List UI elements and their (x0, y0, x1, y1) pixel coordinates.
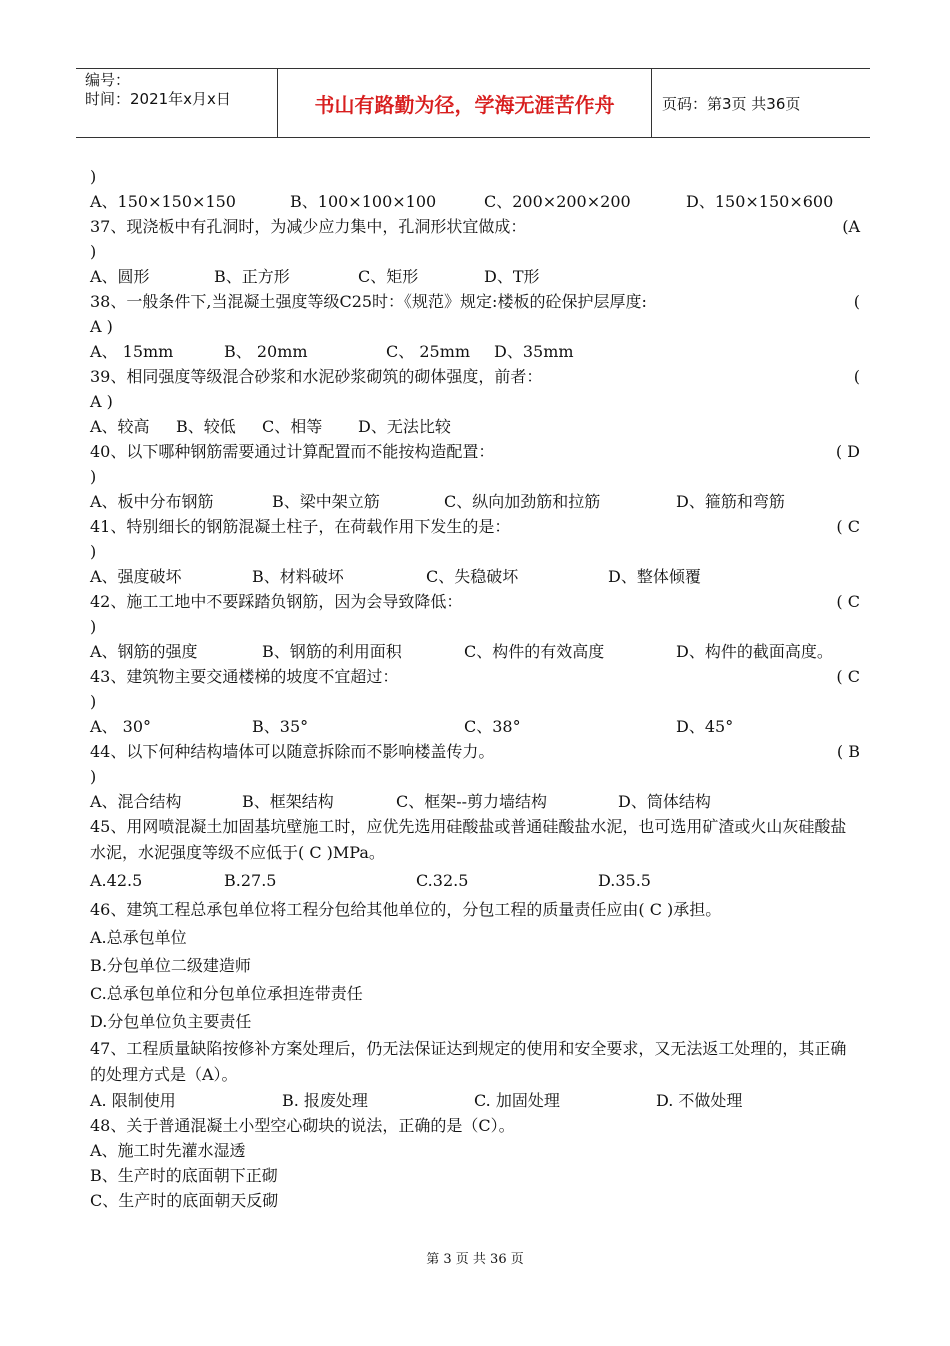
answer-close: A ) (90, 392, 113, 411)
option-a: A、较高 (90, 417, 150, 436)
option-a: A.42.5 (90, 871, 143, 890)
option-a: A. 限制使用 (90, 1091, 176, 1110)
question-44 (90, 739, 860, 764)
question-40 (90, 439, 860, 464)
option-a: A、板中分布钢筋 (90, 492, 214, 511)
option-d: D、150×150×600 (686, 192, 834, 211)
header-page-info: 页码：第3页 共36页 (662, 94, 801, 113)
option-b: B、框架结构 (242, 792, 334, 811)
options-row-q45 (90, 866, 860, 896)
options-row-q37 (90, 264, 860, 289)
question-text: 39、相同强度等级混合砂浆和水泥砂浆砌筑的砌体强度，前者： (90, 367, 543, 386)
option-d: D、35mm (494, 342, 574, 361)
answer-close: A ) (90, 317, 113, 336)
option-c: C、矩形 (358, 267, 419, 286)
question-38 (90, 289, 860, 314)
question-41 (90, 514, 860, 539)
question-47: 47、工程质量缺陷按修补方案处理后，仍无法保证达到规定的使用和安全要求，又无法返工处理的，其正确的处理方式是（A）。 (90, 1039, 847, 1084)
options-row-q38 (90, 339, 860, 364)
question-text: 42、施工工地中不要踩踏负钢筋，因为会导致降低： (90, 592, 463, 611)
option-d: D.分包单位负主要责任 (90, 1012, 252, 1031)
option-c: C.32.5 (416, 871, 469, 890)
options-row-q40 (90, 489, 860, 514)
option-d: D、整体倾覆 (608, 567, 701, 586)
option-b: B.27.5 (224, 871, 277, 890)
option-c: C.总承包单位和分包单位承担连带责任 (90, 984, 363, 1003)
option-d: D、无法比较 (358, 417, 451, 436)
option-a: A、 30° (90, 717, 152, 736)
option-b: B、钢筋的利用面积 (262, 642, 402, 661)
question-43 (90, 664, 860, 689)
option-a: A、钢筋的强度 (90, 642, 198, 661)
page-footer: 第 3 页 共 36 页 (426, 1252, 524, 1267)
question-text: 43、建筑物主要交通楼梯的坡度不宜超过： (90, 667, 399, 686)
question-37 (90, 214, 860, 239)
answer-marker: ( B (836, 742, 860, 761)
option-b: B、正方形 (214, 267, 290, 286)
question-39 (90, 364, 860, 389)
options-row-q43 (90, 714, 860, 739)
option-a: A、150×150×150 (90, 192, 236, 211)
option-d: D、筒体结构 (618, 792, 711, 811)
answer-marker: (A (842, 217, 860, 236)
header-info-cell (76, 69, 278, 137)
answer-marker: ( C (836, 517, 860, 536)
option-c: C、 25mm (386, 342, 471, 361)
options-row-q47 (90, 1088, 860, 1113)
option-b: B、35° (252, 717, 309, 736)
page-header (76, 68, 870, 138)
option-c: C、失稳破坏 (426, 567, 519, 586)
option-a: A、 15mm (90, 342, 174, 361)
code-label: 编号： (85, 71, 131, 89)
option-b: B、100×100×100 (290, 192, 437, 211)
options-row-q41 (90, 564, 860, 589)
answer-marker: ( (853, 292, 860, 311)
options-row-q44 (90, 789, 860, 814)
option-c: C. 加固处理 (474, 1091, 560, 1110)
question-48: 48、关于普通混凝土小型空心砌块的说法，正确的是（C）。 (90, 1116, 515, 1135)
option-d: D、T形 (484, 267, 540, 286)
option-b: B、生产时的底面朝下正砌 (90, 1166, 278, 1185)
option-d: D、45° (676, 717, 734, 736)
answer-close: ) (90, 542, 97, 561)
question-42 (90, 589, 860, 614)
option-b: B.分包单位二级建造师 (90, 956, 251, 975)
answer-marker: ( D (835, 442, 860, 461)
question-text: 37、现浇板中有孔洞时，为减少应力集中，孔洞形状宜做成： (90, 217, 527, 236)
option-a: A、强度破坏 (90, 567, 182, 586)
option-a: A.总承包单位 (90, 928, 187, 947)
option-c: C、38° (464, 717, 521, 736)
option-c: C、纵向加劲筋和拉筋 (444, 492, 601, 511)
answer-close: ) (90, 692, 97, 711)
options-row-q39 (90, 414, 860, 439)
option-b: B、 20mm (224, 342, 308, 361)
option-c: C、框架--剪力墙结构 (396, 792, 548, 811)
answer-close: ) (90, 467, 97, 486)
question-text: 40、以下哪种钢筋需要通过计算配置而不能按构造配置： (90, 442, 495, 461)
question-text: 41、特别细长的钢筋混凝土柱子，在荷载作用下发生的是： (90, 517, 511, 536)
option-b: B、梁中架立筋 (272, 492, 380, 511)
option-b: B、材料破坏 (252, 567, 344, 586)
answer-close: ) (90, 242, 97, 261)
option-d: D.35.5 (598, 871, 651, 890)
document-body (90, 164, 860, 1213)
option-b: B、较低 (176, 417, 236, 436)
option-c: C、生产时的底面朝天反砌 (90, 1191, 279, 1210)
option-c: C、200×200×200 (484, 192, 631, 211)
answer-marker: ( C (836, 592, 860, 611)
option-b: B. 报废处理 (282, 1091, 368, 1110)
question-text: 44、以下何种结构墙体可以随意拆除而不影响楼盖传力。 (90, 742, 495, 761)
header-motto: 书山有路勤为径，学海无涯苦作舟 (278, 69, 652, 137)
option-c: C、构件的有效高度 (464, 642, 605, 661)
time-label: 时间：2021年x月x日 (85, 90, 231, 108)
options-row-q42 (90, 639, 860, 664)
question-text: 38、一般条件下,当混凝土强度等级C25时：《规范》规定:楼板的砼保护层厚度: (90, 292, 647, 311)
option-a: A、圆形 (90, 267, 150, 286)
options-row-q36 (90, 189, 860, 214)
option-d: D、箍筋和弯筋 (676, 492, 785, 511)
option-d: D、构件的截面高度。 (676, 642, 833, 661)
answer-close: ) (90, 617, 97, 636)
question-46: 46、建筑工程总承包单位将工程分包给其他单位的，分包工程的质量责任应由( C )承担。 (90, 900, 722, 919)
answer-marker: ( C (836, 667, 860, 686)
question-45: 45、用网喷混凝土加固基坑壁施工时，应优先选用硅酸盐或普通硅酸盐水泥，也可选用矿渣或火山灰硅酸盐水泥，水泥强度等级不应低于( C )MPa。 (90, 817, 847, 862)
option-a: A、施工时先灌水湿透 (90, 1141, 246, 1160)
option-d: D. 不做处理 (656, 1091, 743, 1110)
answer-close: ) (90, 767, 97, 786)
option-a: A、混合结构 (90, 792, 182, 811)
question-continuation: ) (90, 167, 97, 186)
answer-marker: ( (853, 367, 860, 386)
option-c: C、相等 (262, 417, 323, 436)
